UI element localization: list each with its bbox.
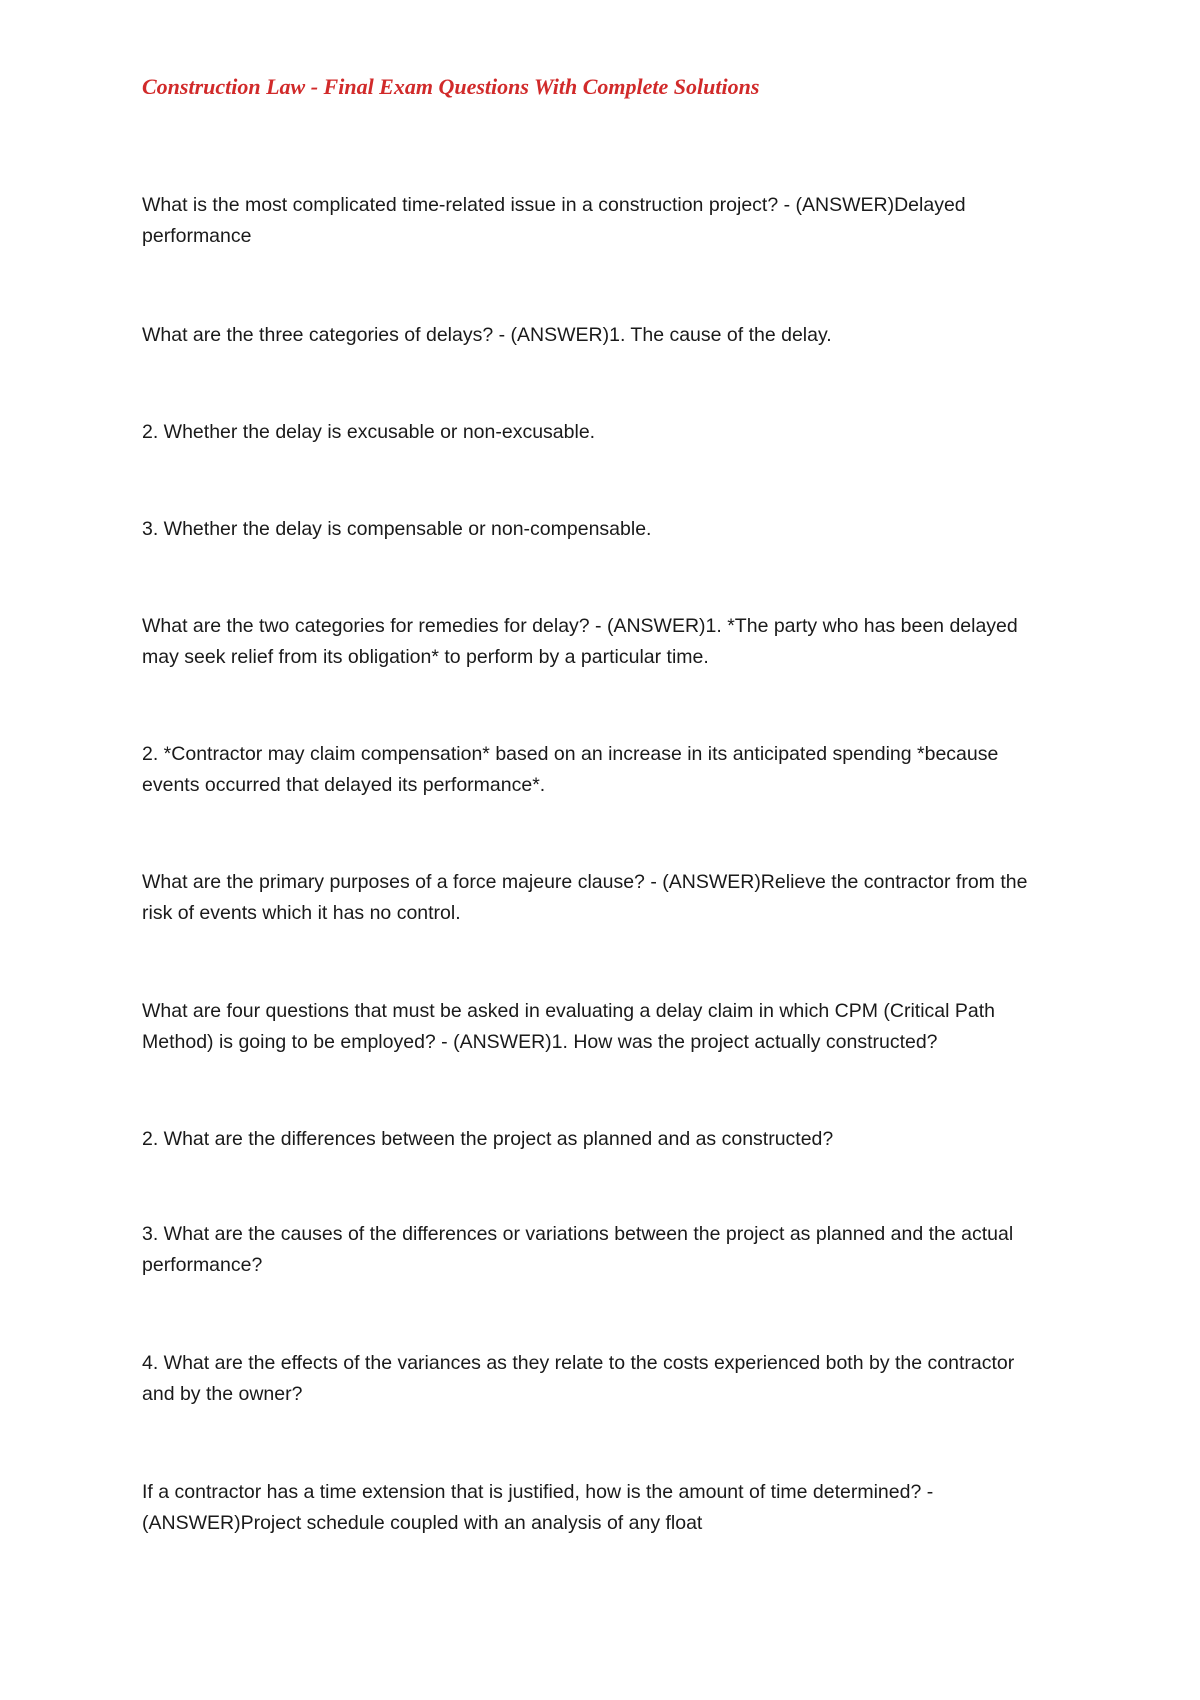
paragraph-8: What are four questions that must be asked in evaluating a delay claim in which CPM (Critical Path Method) is going to be employed? - (ANSWER)1. How was the project actually constructed? <box>142 1000 995 1053</box>
paragraph-5: What are the two categories for remedies for delay? - (ANSWER)1. *The party who has been delayed may seek relief from its obligation* to perform by a particular time. <box>142 615 1018 668</box>
document-title: Construction Law - Final Exam Questions With Complete Solutions <box>142 74 760 99</box>
paragraph-12: If a contractor has a time extension that is justified, how is the amount of time determined? - (ANSWER)Project schedule coupled with an analysis of any float <box>142 1481 934 1534</box>
paragraph-2: What are the three categories of delays? - (ANSWER)1. The cause of the delay. <box>142 324 832 346</box>
paragraph-4: 3. Whether the delay is compensable or non-compensable. <box>142 518 652 540</box>
paragraph-1: What is the most complicated time-related issue in a construction project? - (ANSWER)Delayed performance <box>142 194 966 247</box>
paragraph-3: 2. Whether the delay is excusable or non-excusable. <box>142 421 596 443</box>
paragraph-10: 3. What are the causes of the differences or variations between the project as planned and the actual performance? <box>142 1223 1014 1276</box>
paragraph-6: 2. *Contractor may claim compensation* based on an increase in its anticipated spending *because events occurred that delayed its performance*. <box>142 743 999 796</box>
paragraph-11: 4. What are the effects of the variances as they relate to the costs experienced both by the contractor and by the owner? <box>142 1352 1015 1405</box>
paragraph-9: 2. What are the differences between the project as planned and as constructed? <box>142 1128 834 1150</box>
paragraph-7: What are the primary purposes of a force majeure clause? - (ANSWER)Relieve the contractor from the risk of events which it has no control. <box>142 871 1028 924</box>
